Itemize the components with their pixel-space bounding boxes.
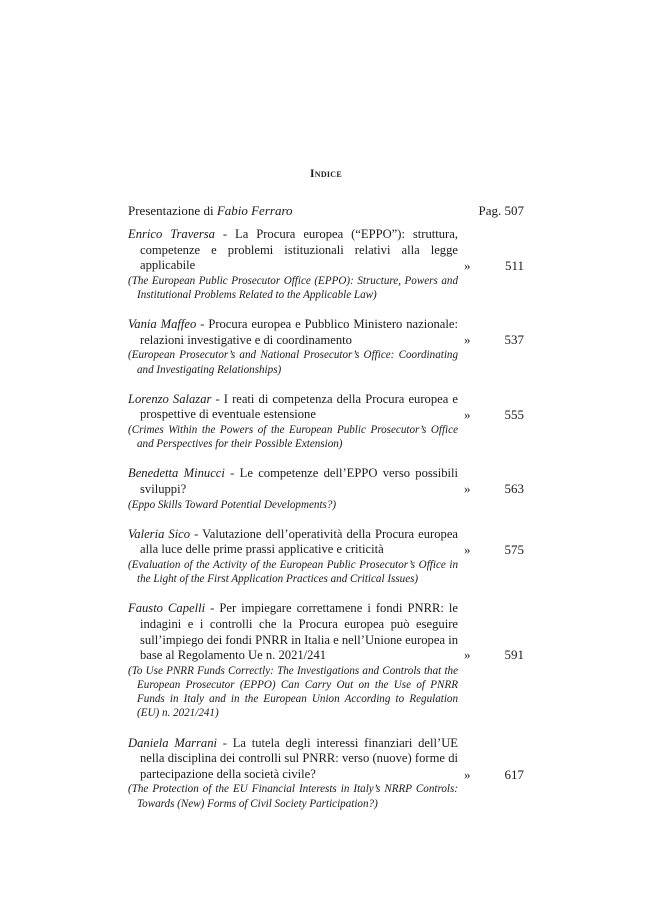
entry-body [128, 317, 458, 377]
entry-page-number: 537 [504, 332, 524, 348]
entry-title-english: (The European Public Prosecutor Office (EPPO): Structure, Powers and Institutional Problems Related to the Applicable Law) [128, 274, 458, 301]
entry-title-italian [128, 736, 458, 783]
entry-author: Vania Maffeo [128, 317, 197, 332]
entry-separator: - [190, 526, 203, 541]
entry-body [128, 392, 458, 452]
entry-title-italian [128, 392, 458, 423]
page-marker: » [464, 406, 471, 422]
entry-body [128, 466, 458, 511]
entry-title-text: I reati di competenza della Procura europea e prospettive di eventuale estensione [140, 391, 458, 422]
entry-title-text: La tutela degli interessi finanziari dell’UE nella disciplina dei controlli sul PNRR: verso (nuove) forme di partecipazione della società civile? [140, 735, 458, 781]
index-entry [128, 736, 524, 811]
index-page [128, 0, 524, 919]
entry-page-number: 591 [504, 647, 524, 663]
entry-separator: - [211, 391, 224, 406]
entry-body [128, 227, 458, 302]
entry-title-italian [128, 227, 458, 274]
entry-title-text: Valutazione dell’operatività della Procura europea alla luce delle prime prassi applicative e criticità [140, 526, 458, 557]
page-marker: » [464, 332, 471, 348]
entry-page-number: 511 [504, 258, 524, 273]
entry-separator: - [217, 735, 233, 750]
entry-page-number: 617 [504, 766, 524, 782]
entry-title-english: (The Protection of the EU Financial Interests in Italy’s NRRP Controls: Towards (New) Forms of Civil Society Participation?) [128, 783, 458, 810]
entry-author: Lorenzo Salazar [128, 391, 212, 406]
entry-author: Valeria Sico [128, 526, 191, 541]
entry-page-number: 563 [504, 481, 524, 497]
entry-title-english: (Crimes Within the Powers of the European Public Prosecutor’s Office and Perspectives for their Possible Extension) [128, 423, 458, 451]
page-marker: » [464, 647, 471, 663]
entry-separator: - [224, 466, 240, 481]
page-marker: » [464, 258, 471, 273]
entry-title-italian [128, 317, 458, 348]
index-entry [128, 601, 524, 720]
index-entry [128, 527, 524, 587]
entry-separator: - [214, 227, 236, 241]
index-entry [128, 466, 524, 511]
entry-title-english: (To Use PNRR Funds Correctly: The Investigations and Controls that the European Prosecutor (EPPO) Can Carry Out on the Use of PNRR Funds in Italy and in the European Union According to Regulation (EU) n. 2021/241) [128, 664, 458, 720]
index-entry [128, 392, 524, 452]
entry-author: Enrico Traversa [128, 227, 215, 241]
entry-title-italian [128, 601, 458, 663]
page-marker: » [464, 766, 471, 782]
page-marker: » [464, 541, 471, 557]
entry-separator: - [196, 317, 209, 332]
presentation-author: Fabio Ferraro [216, 203, 293, 218]
entry-page-number: 555 [504, 406, 524, 422]
entry-title-english: (Eppo Skills Toward Potential Developments?) [128, 498, 337, 511]
index-title: Indice [309, 168, 343, 180]
entry-title-italian [128, 466, 458, 497]
entry-title-italian [128, 527, 458, 558]
entry-author: Daniela Marrani [128, 735, 218, 750]
presentation-prefix: Presentazione di [128, 203, 214, 218]
presentation-line [128, 203, 524, 219]
entry-title-text: Per impiegare correttamene i fondi PNRR: le indagini e i controlli che la Procura europea può eseguire sull’impiego dei fondi PNRR in Italia e nell’Unione europea in base al Regolamento Ue n. 2021/241 [140, 601, 458, 663]
entry-body [128, 736, 458, 811]
entry-body [128, 527, 458, 587]
entry-title-text: Le competenze dell’EPPO verso possibili sviluppi? [140, 466, 458, 496]
entry-separator: - [205, 601, 220, 616]
entry-title-english: (European Prosecutor’s and National Prosecutor’s Office: Coordinating and Investigating Relationships) [128, 349, 458, 376]
entry-title-text: Procura europea e Pubblico Ministero nazionale: relazioni investigative e di coordinamento [140, 317, 458, 347]
entry-page-number: 575 [504, 541, 524, 557]
entry-title-english: (Evaluation of the Activity of the European Public Prosecutor’s Office in the Light of the First Application Practices and Critical Issues) [128, 558, 458, 586]
index-entries [128, 227, 524, 826]
entry-author: Fausto Capelli [128, 601, 206, 616]
entry-title-text: La Procura europea (“EPPO”): struttura, competenze e problemi istituzionali relativi alla legge applicabile [140, 227, 458, 273]
index-entry [128, 317, 524, 377]
entry-body [128, 601, 458, 720]
entry-author: Benedetta Minucci [128, 466, 225, 481]
index-entry [128, 227, 524, 302]
page-marker: » [464, 481, 471, 497]
presentation-page: Pag. 507 [478, 203, 524, 218]
